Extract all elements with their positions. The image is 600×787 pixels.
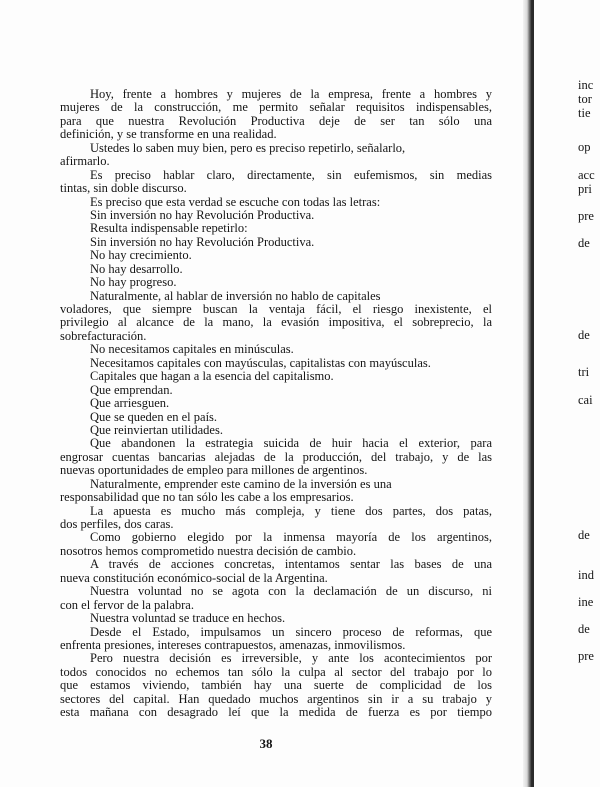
text-line: voladores, que siempre buscan la ventaja fácil, el riesgo inexistente, el: [60, 303, 492, 316]
page-body-text: [60, 88, 492, 720]
next-page-text-fragment: cai: [578, 393, 593, 407]
text-line: nosotros hemos comprometido nuestra decisión de cambio.: [60, 544, 357, 558]
text-line: No hay progreso.: [90, 276, 177, 290]
adjacent-page-fragment: [546, 0, 600, 787]
text-line: Que abandonen la estrategia suicida de huir hacia el exterior, para: [90, 437, 492, 451]
text-line: responsabilidad que no tan sólo les cabe a los empresarios.: [60, 491, 354, 505]
next-page-text-fragment: de: [578, 236, 590, 250]
text-line: nuevas oportunidades de empleo para millones de argentinos.: [60, 464, 368, 478]
next-page-text-fragment: acc: [578, 168, 595, 182]
text-line: No hay crecimiento.: [90, 249, 192, 263]
text-line: Es preciso que esta verdad se escuche con todas las letras:: [90, 195, 381, 209]
text-line: Sin inversión no hay Revolución Productiva.: [90, 208, 315, 222]
text-line: que estamos viviendo, también hay una suerte de complicidad de los: [60, 679, 492, 693]
next-page-text-fragment: op: [578, 140, 591, 154]
text-line: Que reinviertan utilidades.: [90, 423, 223, 437]
text-line: para que nuestra Revolución Productiva deje de ser tan sólo una: [60, 114, 492, 128]
text-line: dos perfiles, dos caras.: [60, 518, 174, 531]
next-page-text-fragment: de: [578, 528, 590, 542]
next-page-text-fragment: pre: [578, 209, 594, 223]
text-line: todos conocidos no echemos tan sólo la culpa al sector del trabajo por lo: [60, 665, 492, 679]
text-line: sobrefacturación.: [60, 329, 147, 343]
text-line: Nuestra voluntad no se agota con la declamación de un discurso, ni: [90, 585, 492, 599]
text-line: Como gobierno elegido por la inmensa mayoría de los argentinos,: [90, 531, 492, 545]
text-line: definición, y se transforme en una realidad.: [60, 128, 277, 142]
text-line: mujeres de la construcción, me permito señalar requisitos indispensables,: [60, 101, 492, 115]
page-number: 38: [259, 736, 273, 751]
next-page-text-fragment: tor: [578, 92, 592, 106]
text-line: Capitales que hagan a la esencia del capitalismo.: [90, 370, 334, 384]
text-line: Que se queden en el país.: [90, 410, 218, 424]
text-line: La apuesta es mucho más compleja, y tiene dos partes, dos patas,: [90, 504, 492, 518]
text-line: privilegio al alcance de la mano, la evasión impositiva, el sobreprecio, la: [60, 316, 492, 330]
next-page-text-fragment: de: [578, 622, 590, 636]
text-line: Resulta indispensable repetirlo:: [90, 222, 248, 236]
text-line: A través de acciones concretas, intentamos sentar las bases de una: [90, 558, 492, 572]
text-line: Nuestra voluntad se traduce en hechos.: [90, 612, 286, 626]
next-page-text-fragment: inc: [578, 78, 594, 92]
next-page-text-fragment: ind: [578, 568, 594, 582]
book-gutter-shadow: [523, 0, 532, 787]
text-line: esta mañana con desagrado leí que la medida de fuerza es por tiempo: [60, 706, 492, 720]
text-line: Que arriesguen.: [90, 397, 170, 411]
text-line: Naturalmente, al hablar de inversión no hablo de capitales: [90, 289, 381, 303]
next-page-text-fragment: de: [578, 328, 590, 342]
text-line: Pero nuestra decisión es irreversible, y ante los acontecimientos por: [90, 652, 492, 666]
text-line: Naturalmente, emprender este camino de la inversión es una: [90, 477, 392, 491]
text-line: Necesitamos capitales con mayúsculas, capitalistas con mayúsculas.: [90, 356, 431, 370]
text-line: sectores del capital. Han quedado muchos argentinos sin ir a su trabajo y: [60, 692, 492, 706]
text-line: enfrenta presiones, intereses contrapuestos, amenazas, inmovilismos.: [60, 638, 406, 652]
text-line: No hay desarrollo.: [90, 262, 183, 276]
next-page-text-fragment: tie: [578, 106, 591, 120]
text-line: Desde el Estado, impulsamos un sincero proceso de reformas, que: [90, 625, 492, 639]
page-edge: [532, 0, 534, 787]
text-line: con el fervor de la palabra.: [60, 598, 194, 612]
next-page-text-fragment: pri: [578, 182, 592, 196]
text-line: Que emprendan.: [90, 383, 173, 397]
next-page-text-fragment: pre: [578, 649, 594, 663]
text-line: Sin inversión no hay Revolución Productiva.: [90, 235, 315, 249]
text-line: afirmarlo.: [60, 155, 110, 169]
text-line: No necesitamos capitales en minúsculas.: [90, 343, 294, 357]
text-line: Ustedes lo saben muy bien, pero es preciso repetirlo, señalarlo,: [90, 141, 406, 155]
next-page-text-fragment: tri: [578, 365, 590, 379]
text-line: nueva constitución económico-social de la Argentina.: [60, 571, 328, 585]
text-line: tintas, sin doble discurso.: [60, 182, 187, 196]
text-line: engrosar cuentas bancarias alejadas de la producción, del trabajo, y de las: [60, 450, 492, 464]
text-line: Hoy, frente a hombres y mujeres de la empresa, frente a hombres y: [90, 88, 492, 101]
next-page-text-fragment: ine: [578, 595, 594, 609]
text-line: Es preciso hablar claro, directamente, sin eufemismos, sin medias: [90, 168, 492, 182]
